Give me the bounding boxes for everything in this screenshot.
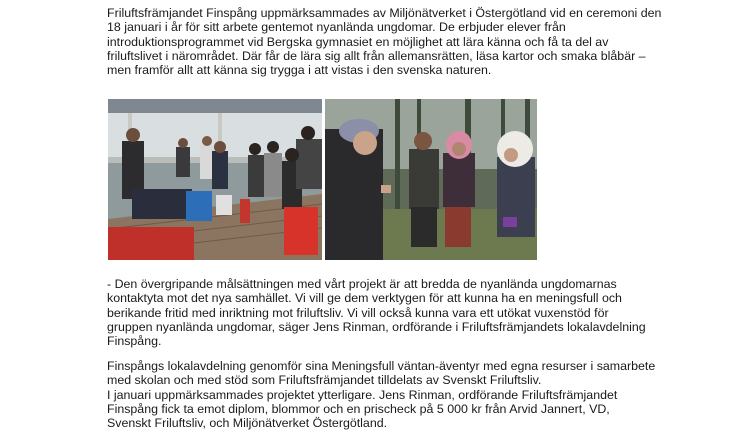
intro-paragraph: Friluftsfrämjandet Finspång uppmärksammades av Miljönätverket i Östergötland vid en ceremoni den 18 januari i år för sitt arbete gentemot nyanlända ungdomar. De erbjuder elever från introduktionsprogrammet vid Bergska gymnasiet en möjlighet att lära känna och få ta del av friluftslivet i närområdet. Där får de lära sig allt från allemansrätten, läsa kartor och smaka blåbär – men framför allt att känna sig trygga i att vistas i den svenska naturen.: [107, 6, 662, 78]
group-on-porch-photo: [108, 99, 322, 260]
quote-paragraph: - Den övergripande målsättningen med vårt projekt är att bredda de nyanlända ungdomarnas kontaktyta mot det nya samhället. Vi vill ge dem verktygen för att kunna ha en meningsfull och berikande fritid med inriktning mot friluftsliv. Vi vill också kunna vara ett utökat vuxenstöd för gruppen nyanlända ungdomar, säger Jens Rinman, ordförande i Friluftsfrämjandets lokalavdelning Finspång.: [107, 277, 646, 349]
body-paragraph: Finspångs lokalavdelning genomför sina Meningsfull väntan-äventyr med egna resurser i samarbete med skolan och med stöd som Friluftsfrämjandet tilldelats av Svenskt Friluftsliv. I januari uppmärksammades projektet ytterligare. Jens Rinman, ordförande Friluftsfrämjandet Finspång fick ta emot diplom, blommor och en prischeck på 5 000 kr från Arvid Jannert, VD, Svenskt Friluftsliv, och Miljönätverket Östergötland.: [107, 359, 656, 430]
group-in-forest-photo: [325, 99, 537, 260]
